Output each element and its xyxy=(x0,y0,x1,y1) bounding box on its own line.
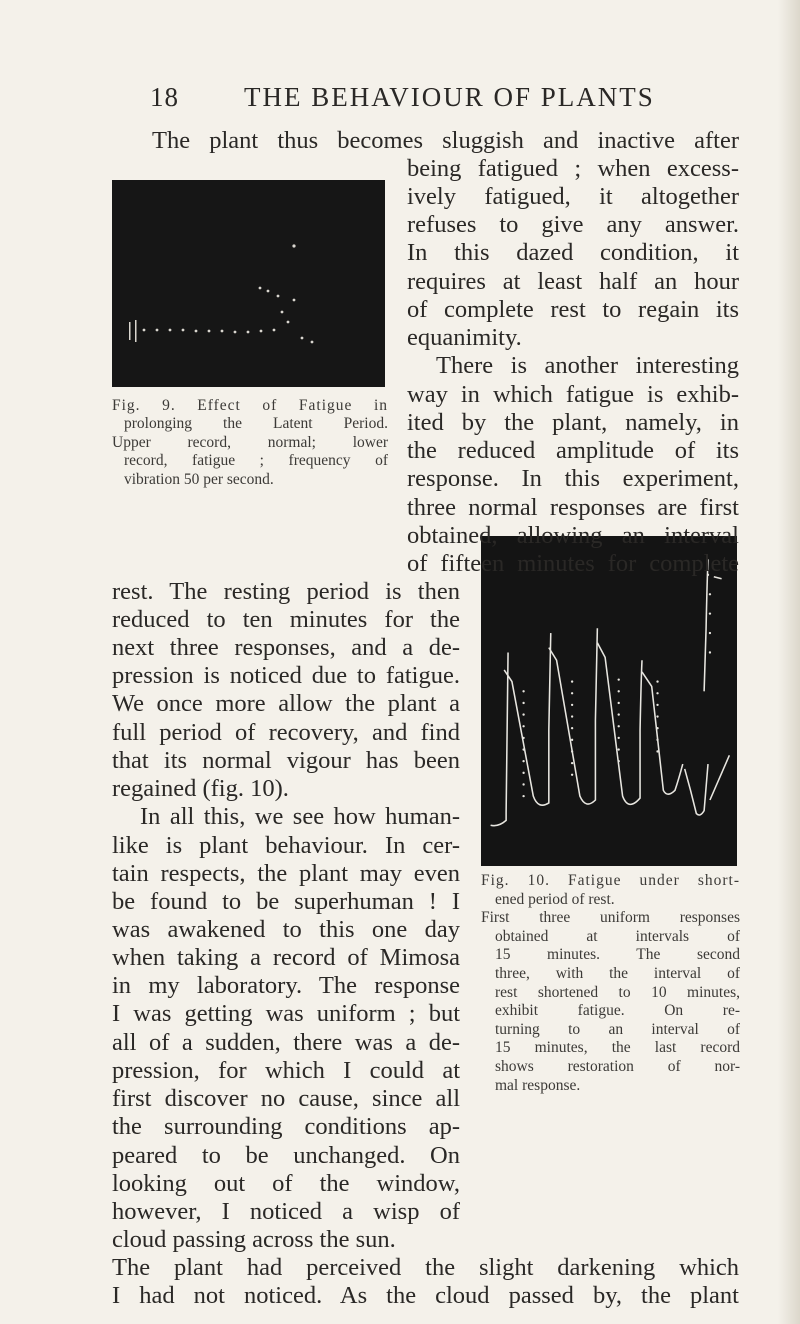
page-number: 18 xyxy=(150,82,179,112)
figure-10-dot xyxy=(618,702,620,704)
caption-line: 15 minutes. The second xyxy=(495,946,740,964)
figure-9-dot xyxy=(292,244,295,247)
caption-line: shows restoration of nor- xyxy=(495,1058,740,1075)
text-line: I had not noticed. As the cloud passed by, the plant xyxy=(112,1282,739,1309)
figure-9-dot xyxy=(208,330,211,333)
text-line: reduced to ten minutes for the xyxy=(112,606,460,633)
figure-10-dot xyxy=(571,750,573,752)
text-line: like is plant behaviour. In cer- xyxy=(112,832,460,859)
text-line: pression, for which I could at xyxy=(112,1057,460,1084)
figure-9-dot xyxy=(169,329,172,332)
text-line: when taking a record of Mimosa xyxy=(112,944,460,971)
text-line: tain respects, the plant may even xyxy=(112,860,460,887)
caption-line: First three uniform responses xyxy=(481,909,740,927)
figure-10-dot xyxy=(618,725,620,727)
figure-10-dot xyxy=(656,750,658,752)
figure-10-dot xyxy=(656,715,658,717)
figure-10-dot xyxy=(522,783,524,785)
figure-10-dot xyxy=(709,612,711,614)
figure-9-dot xyxy=(195,330,198,333)
figure-9-dot xyxy=(281,311,284,314)
figure-10-dot xyxy=(522,760,524,762)
text-line: the surrounding conditions ap- xyxy=(112,1113,460,1140)
text-line: being fatigued ; when excess- xyxy=(407,155,739,182)
caption-line: mal response. xyxy=(495,1076,581,1094)
figure-10-dot xyxy=(522,772,524,774)
caption-line: record, fatigue ; frequency of xyxy=(124,452,388,469)
figure-10-dot xyxy=(709,593,711,595)
text-line: response. In this experiment, xyxy=(407,465,739,492)
figure-10-dot xyxy=(522,737,524,739)
text-line: all of a sudden, there was a de- xyxy=(112,1029,460,1056)
text-line: In all this, we see how human- xyxy=(140,803,460,830)
caption-line: Fig. 9. Effect of Fatigue in xyxy=(112,397,388,414)
text-line: looking out of the window, xyxy=(112,1170,460,1197)
figure-9-dot xyxy=(311,341,314,344)
figure-9-dot xyxy=(260,330,263,333)
figure-10-dot xyxy=(656,692,658,694)
figure-10-dot xyxy=(522,748,524,750)
figure-10-record xyxy=(481,536,737,866)
caption-line: Upper record, normal; lower xyxy=(112,434,388,451)
figure-10-dot xyxy=(571,727,573,729)
text-line: regained (fig. 10). xyxy=(112,775,289,802)
figure-9-dot xyxy=(287,321,290,324)
text-line: first discover no cause, since all xyxy=(112,1085,460,1112)
figure-10-dot xyxy=(656,680,658,682)
figure-10-dot xyxy=(656,739,658,741)
text-line: There is another interesting xyxy=(436,352,739,379)
figure-10-dot xyxy=(571,715,573,717)
text-line: We once more allow the plant a xyxy=(112,690,460,717)
text-line: of fifteen minutes for complete xyxy=(407,550,739,577)
figure-9-dot xyxy=(221,330,224,333)
caption-line: prolonging the Latent Period. xyxy=(124,415,388,432)
caption-line: 15 minutes, the last record xyxy=(495,1039,740,1057)
figure-10-dot xyxy=(571,704,573,706)
caption-line: ened period of rest. xyxy=(495,890,615,908)
figure-9-dot xyxy=(273,329,276,332)
text-line: three normal responses are first xyxy=(407,494,739,521)
text-line: of complete rest to regain its xyxy=(407,296,739,323)
caption-line: turning to an interval of xyxy=(495,1020,740,1038)
text-line: I was getting was uniform ; but xyxy=(112,1000,460,1027)
figure-10-dot xyxy=(571,692,573,694)
text-line: The plant thus becomes sluggish and inactive after xyxy=(152,127,739,154)
text-line: that its normal vigour has been xyxy=(112,747,460,774)
figure-10-dot xyxy=(522,713,524,715)
figure-10-dot xyxy=(618,760,620,762)
figure-9-background xyxy=(112,180,385,387)
text-line: refuses to give any answer. xyxy=(407,211,739,238)
figure-10-dot xyxy=(656,727,658,729)
figure-10-dot xyxy=(522,795,524,797)
figure-9-dot xyxy=(277,295,280,298)
figure-9-dot xyxy=(267,290,270,293)
text-line: requires at least half an hour xyxy=(407,268,739,295)
figure-9-dot xyxy=(293,299,296,302)
figure-10-dot xyxy=(656,704,658,706)
figure-9-record xyxy=(112,180,385,387)
figure-9-mark xyxy=(135,320,137,342)
figure-10-dot xyxy=(618,748,620,750)
figure-10-dot xyxy=(571,680,573,682)
figure-10-dot xyxy=(618,678,620,680)
page-edge-shadow xyxy=(778,0,800,1324)
caption-line: exhibit fatigue. On re- xyxy=(495,1002,740,1020)
text-line: In this dazed condition, it xyxy=(407,239,739,266)
figure-10-dot xyxy=(618,690,620,692)
text-line: was awakened to this one day xyxy=(112,916,460,943)
figure-9-mark xyxy=(129,322,131,340)
figure-9-dot xyxy=(234,331,237,334)
text-line: full period of recovery, and find xyxy=(112,719,460,746)
caption-line: rest shortened to 10 minutes, xyxy=(495,983,740,1001)
figure-10-dot xyxy=(618,713,620,715)
text-line: ively fatigued, it altogether xyxy=(407,183,739,210)
figure-9-dot xyxy=(182,329,185,332)
caption-line: Fig. 10. Fatigue under short- xyxy=(481,872,740,889)
figure-9-dot xyxy=(156,329,159,332)
figure-10-dot xyxy=(522,725,524,727)
text-line: equanimity. xyxy=(407,324,522,351)
figure-10-dot xyxy=(522,690,524,692)
figure-9-dot xyxy=(247,331,250,334)
figure-10-dot xyxy=(618,737,620,739)
figure-10-dot xyxy=(571,774,573,776)
figure-9-dot xyxy=(301,337,304,340)
text-line: ited by the plant, namely, in xyxy=(407,409,739,436)
text-line: however, I noticed a wisp of xyxy=(112,1198,460,1225)
text-line: be found to be superhuman ! I xyxy=(112,888,460,915)
figure-9-dot xyxy=(143,329,146,332)
page-header xyxy=(0,82,800,122)
figure-10-dot xyxy=(522,702,524,704)
text-line: way in which fatigue is exhib- xyxy=(407,381,739,408)
figure-10-dot xyxy=(571,762,573,764)
caption-line: vibration 50 per second. xyxy=(124,471,274,488)
text-line: obtained, allowing an interval xyxy=(407,522,739,549)
figure-9-dot xyxy=(259,287,262,290)
text-line: the reduced amplitude of its xyxy=(407,437,739,464)
caption-line: three, with the interval of xyxy=(495,965,740,982)
text-line: in my laboratory. The response xyxy=(112,972,460,999)
figure-10-dot xyxy=(709,632,711,634)
text-line: rest. The resting period is then xyxy=(112,578,460,605)
text-line: next three responses, and a de- xyxy=(112,634,460,661)
figure-10-dot xyxy=(571,739,573,741)
caption-line: obtained at intervals of xyxy=(495,927,740,945)
text-line: pression is noticed due to fatigue. xyxy=(112,662,460,689)
text-line: The plant had perceived the slight darkening which xyxy=(112,1254,739,1281)
running-head: THE BEHAVIOUR OF PLANTS xyxy=(244,82,655,112)
text-line: peared to be unchanged. On xyxy=(112,1142,460,1169)
figure-9-plate xyxy=(112,180,385,387)
figure-10-plate xyxy=(481,536,737,866)
figure-10-background xyxy=(485,536,733,866)
text-line: cloud passing across the sun. xyxy=(112,1226,396,1253)
figure-10-dot xyxy=(709,651,711,653)
